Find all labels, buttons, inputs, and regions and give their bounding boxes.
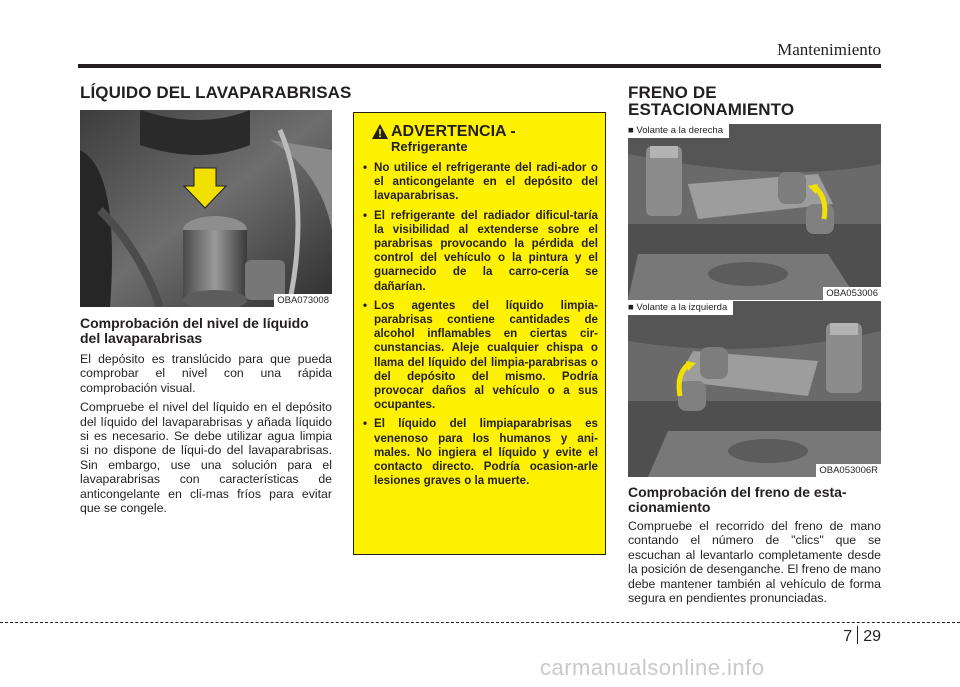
watermark: carmanualsonline.info xyxy=(540,655,765,680)
image-tag-label: ■ Volante a la derecha xyxy=(628,124,729,138)
page-number-divider xyxy=(857,626,858,644)
brake-body-text xyxy=(628,519,881,610)
washer-reservoir-photo xyxy=(80,110,332,307)
parking-brake-rhd-photo xyxy=(628,124,881,300)
section-title-line: ESTACIONAMIENTO xyxy=(628,100,795,119)
warning-header xyxy=(374,123,516,154)
engine-bay-illustration xyxy=(80,110,332,307)
parking-brake-lhd-illustration xyxy=(628,301,881,477)
chapter-number: 7 xyxy=(843,628,853,645)
washer-body-text xyxy=(80,352,332,520)
section-title-line: FRENO DE xyxy=(628,83,717,102)
warning-item: • El refrigerante del radiador dificul-taría la visibilidad al extenderse sobre el parabrisas provocando la pérdida del control del vehículo o la pintura y el guarnecido de la carro-cería se dañarían. xyxy=(362,209,598,294)
section-title-washer-fluid: LÍQUIDO DEL LAVAPARABRISAS xyxy=(80,83,352,102)
section-title-parking-brake xyxy=(628,84,888,118)
image-code-label: OBA053006 xyxy=(823,287,881,300)
paragraph: El depósito es translúcido para que pueda comprobar el nivel con una rápida comprobación visual. xyxy=(80,352,332,395)
page-number-value: 29 xyxy=(863,628,881,645)
warning-triangle-icon xyxy=(372,124,388,139)
paragraph: Compruebe el nivel del líquido en el depósito del líquido del lavaparabrisas y añada líquido si es necesario. Se debe utilizar agua limpia si no dispone de líqui-do del lavaparabrisas. Sin embargo, use una solución para el lavaparabrisas con características de anticongelante en cli-mas fríos para evitar que se congele. xyxy=(80,400,332,516)
parking-brake-rhd-illustration xyxy=(628,124,881,300)
image-code-label: OBA073008 xyxy=(274,294,332,307)
warning-box xyxy=(353,112,606,555)
warning-subtitle: Refrigerante xyxy=(391,139,468,154)
header-rule xyxy=(78,64,881,68)
brake-check-subtitle: Comprobación del freno de esta-cionamiento xyxy=(628,484,847,515)
washer-check-subtitle: Comprobación del nivel de líquido del lavaparabrisas xyxy=(80,315,309,346)
image-tag-label: ■ Volante a la izquierda xyxy=(628,301,733,315)
chapter-header-title: Mantenimiento xyxy=(777,40,881,59)
image-code-label: OBA053006R xyxy=(816,464,881,477)
warning-list xyxy=(362,161,598,493)
warning-item: • Los agentes del líquido limpia-parabrisas contiene cantidades de alcohol inflamables en ciertas cir-cunstancias. Aleje cualquier chispa o llama del líquido del limpia-parabrisas o del depósito del mismo. Podría provocar daños al vehículo o a sus ocupantes. xyxy=(362,299,598,413)
paragraph: Compruebe el recorrido del freno de mano contando el número de "clics" que se escuchan al levantarlo completamente desde la posición de desenganche. El freno de mano debe mantener también al vehículo de forma segura en pendientes pronunciadas. xyxy=(628,519,881,606)
parking-brake-lhd-photo xyxy=(628,301,881,477)
warning-item: • El líquido del limpiaparabrisas es venenoso para los humanos y ani-males. No ingiera el líquido y evite el contacto directo. Podría ocasion-arle lesiones graves o la muerte. xyxy=(362,417,598,488)
page-number xyxy=(843,626,881,646)
warning-item: • No utilice el refrigerante del radi-ador o el anticongelante en el depósito del lavaparabrisas. xyxy=(362,161,598,204)
footer-dashed-rule xyxy=(0,622,960,623)
warning-title: ADVERTENCIA - xyxy=(391,123,516,140)
